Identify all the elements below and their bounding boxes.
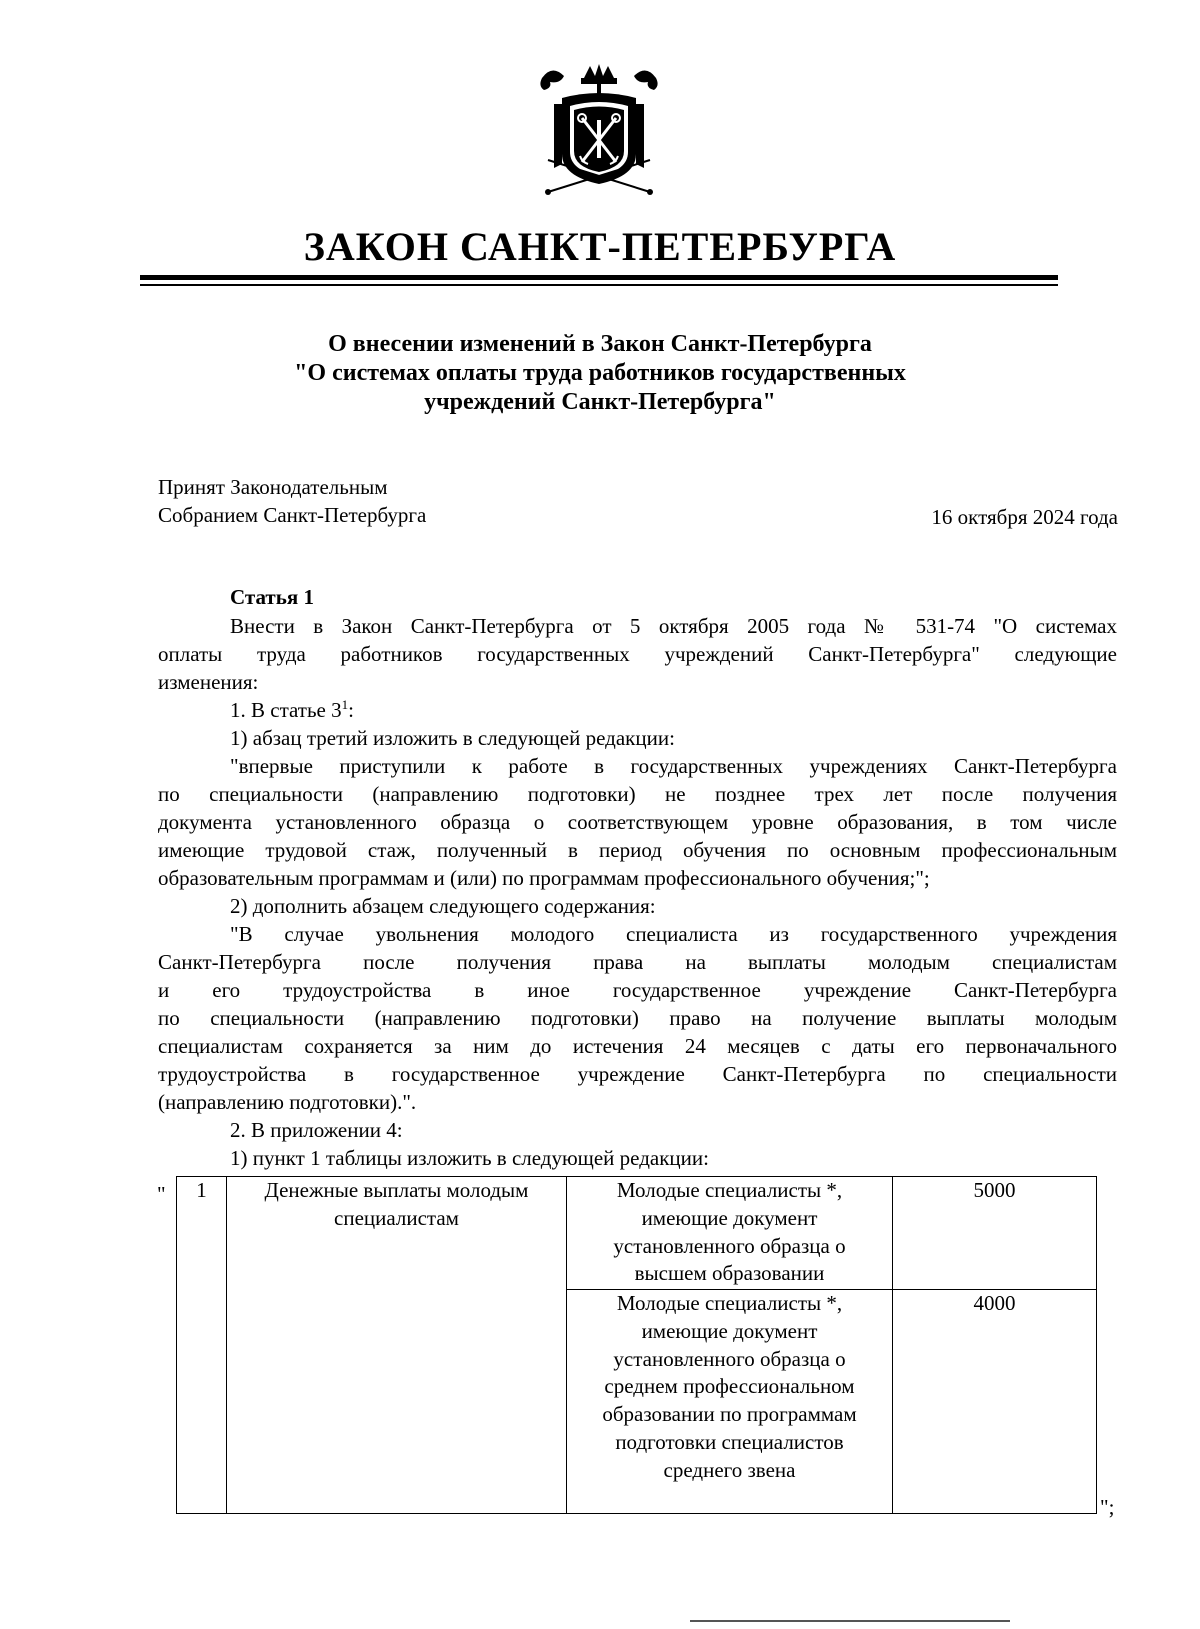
row-number-cell: 1	[177, 1177, 227, 1514]
amount-cell: 5000	[893, 1177, 1097, 1290]
subtitle-line: "О системах оплаты труда работников государственных	[294, 360, 906, 386]
document-title: ЗАКОН САНКТ-ПЕТЕРБУРГА	[303, 224, 897, 269]
payment-type-cell: Денежные выплаты молодым специалистам	[227, 1177, 567, 1514]
table-row	[177, 1177, 1097, 1290]
category-cell: Молодые специалисты *, имеющие документ установленного образца о среднем профессиональном образовании по программам подготовки специалистов среднего звена	[567, 1290, 893, 1514]
paragraph-line: Внести в Закон Санкт-Петербурга от 5 октября 2005 года № 531-74 "О системах	[230, 614, 1117, 638]
adoption-line: Собранием Санкт-Петербурга	[158, 503, 427, 527]
table-quote-close: ";	[1100, 1495, 1115, 1519]
paragraph-line: и его трудоустройства в иное государственное учреждение Санкт-Петербурга	[158, 978, 1117, 1002]
paragraph-line: образовательным программам и (или) по программам профессионального обучения;";	[158, 866, 930, 890]
paragraph-line: по специальности (направлению подготовки) право на получение выплаты молодым	[158, 1006, 1117, 1030]
paragraph-line: оплаты труда работников государственных учреждений Санкт-Петербурга" следующие	[158, 642, 1117, 666]
adoption-date: 16 октября 2024 года	[931, 505, 1118, 529]
paragraph-line: 1. В статье $3^1$:	[230, 697, 354, 722]
scan-edge-line	[690, 1620, 1010, 1622]
title-rule-thin	[140, 284, 1058, 286]
paragraph-line: трудоустройства в государственное учреждение Санкт-Петербурга по специальности	[158, 1062, 1117, 1086]
paragraph-line: (направлению подготовки).".	[158, 1090, 417, 1114]
adoption-line: Принят Законодательным	[158, 475, 388, 499]
paragraph-line: изменения:	[158, 670, 259, 694]
coat-of-arms-icon	[534, 64, 664, 198]
paragraph-line: 1) абзац третий изложить в следующей редакции:	[230, 726, 675, 750]
title-rule-thick	[140, 275, 1058, 280]
paragraph-line: "В случае увольнения молодого специалиста из государственного учреждения	[230, 922, 1117, 946]
subtitle-line: О внесении изменений в Закон Санкт-Петербурга	[328, 331, 872, 357]
document-subtitle	[0, 330, 1200, 417]
paragraph-line: 2) дополнить абзацем следующего содержания:	[230, 894, 656, 918]
article-heading: Статья 1	[230, 585, 314, 609]
paragraph-line: 2. В приложении 4:	[230, 1118, 403, 1142]
category-cell: Молодые специалисты *, имеющие документ установленного образца о высшем образовании	[567, 1177, 893, 1290]
table-quote-open: "	[157, 1182, 166, 1206]
paragraph-line: специалистам сохраняется за ним до истечения 24 месяцев с даты его первоначального	[158, 1034, 1117, 1058]
paragraph-line: имеющие трудовой стаж, полученный в период обучения по основным профессиональным	[158, 838, 1117, 862]
payments-table	[176, 1176, 1097, 1514]
paragraph-line: "впервые приступили к работе в государственных учреждениях Санкт-Петербурга	[230, 754, 1117, 778]
amount-cell: 4000	[893, 1290, 1097, 1514]
paragraph-line: 1) пункт 1 таблицы изложить в следующей редакции:	[230, 1146, 709, 1170]
paragraph-line: Санкт-Петербурга после получения права на выплаты молодым специалистам	[158, 950, 1117, 974]
paragraph-line: документа установленного образца о соответствующем уровне образования, в том числе	[158, 810, 1117, 834]
paragraph-line: по специальности (направлению подготовки) не позднее трех лет после получения	[158, 782, 1117, 806]
subtitle-line: учреждений Санкт-Петербурга"	[424, 389, 776, 415]
